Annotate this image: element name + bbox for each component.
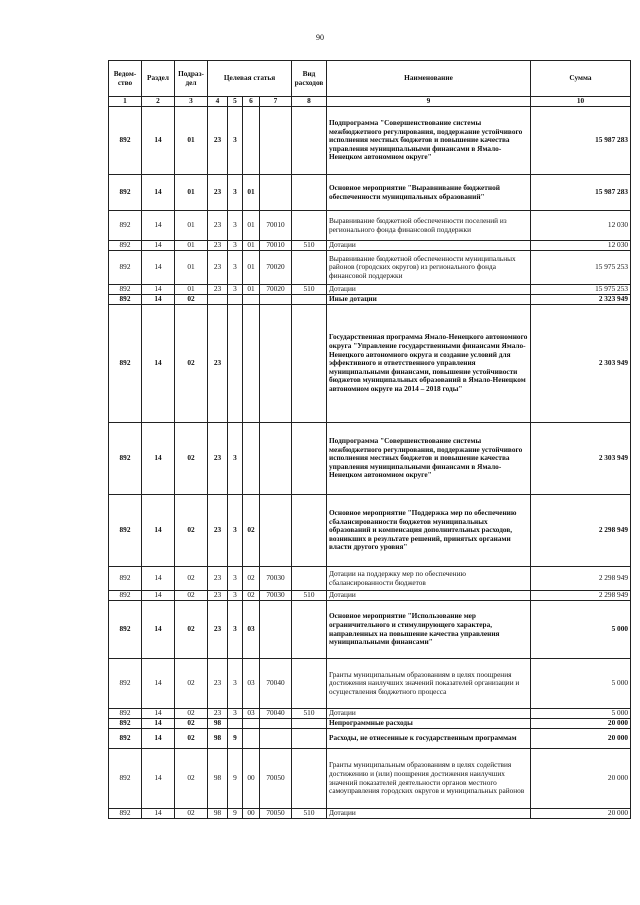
cell-target-program: 98 — [208, 749, 228, 809]
cell-target-event: 01 — [243, 211, 260, 241]
cell-target-direction: 70030 — [260, 591, 292, 601]
table-row — [109, 175, 631, 211]
table-row — [109, 591, 631, 601]
cell-ved: 892 — [109, 285, 142, 295]
cell-ved: 892 — [109, 423, 142, 495]
cell-vid: 510 — [292, 285, 327, 295]
cell-ved: 892 — [109, 175, 142, 211]
cell-sum: 2 303 949 — [531, 305, 631, 423]
cell-target-event — [243, 305, 260, 423]
cell-podrazdel: 02 — [175, 567, 208, 591]
cell-vid — [292, 175, 327, 211]
table-row — [109, 809, 631, 819]
cell-razdel: 14 — [142, 659, 175, 709]
cell-sum: 20 000 — [531, 809, 631, 819]
cell-target-direction — [260, 495, 292, 567]
cell-vid — [292, 211, 327, 241]
cell-vid — [292, 295, 327, 305]
cell-target-subprogram: 9 — [228, 809, 243, 819]
cell-target-subprogram: 3 — [228, 241, 243, 251]
cell-ved: 892 — [109, 567, 142, 591]
table-row — [109, 107, 631, 175]
page-number: 90 — [316, 33, 324, 42]
table-row — [109, 423, 631, 495]
cell-target-subprogram: 9 — [228, 749, 243, 809]
cell-sum: 5 000 — [531, 709, 631, 719]
cell-sum: 20 000 — [531, 749, 631, 809]
cell-name: Непрограммные расходы — [327, 719, 531, 729]
cell-name: Подпрограмма "Совершенствование системы межбюджетного регулирования, поддержание устойчивого исполнения местных бюджетов и повышение качества управления муниципальными финансами в Ямало-Ненецком автономном округе" — [327, 423, 531, 495]
cell-target-program: 23 — [208, 567, 228, 591]
cell-razdel: 14 — [142, 601, 175, 659]
cell-ved: 892 — [109, 809, 142, 819]
cell-podrazdel: 01 — [175, 107, 208, 175]
cell-podrazdel: 02 — [175, 423, 208, 495]
table-row — [109, 567, 631, 591]
cell-podrazdel: 02 — [175, 295, 208, 305]
cell-sum: 15 987 283 — [531, 175, 631, 211]
cell-podrazdel: 02 — [175, 305, 208, 423]
cell-target-direction — [260, 305, 292, 423]
cell-sum: 2 323 949 — [531, 295, 631, 305]
cell-ved: 892 — [109, 591, 142, 601]
cell-name: Основное мероприятие "Выравнивание бюджетной обеспеченности муниципальных образований" — [327, 175, 531, 211]
cell-name: Дотации — [327, 591, 531, 601]
table-row — [109, 211, 631, 241]
cell-vid — [292, 567, 327, 591]
cell-ved: 892 — [109, 495, 142, 567]
cell-razdel: 14 — [142, 107, 175, 175]
cell-name: Иные дотации — [327, 295, 531, 305]
cell-target-direction — [260, 175, 292, 211]
column-number: 1 — [109, 97, 142, 107]
table-row — [109, 285, 631, 295]
cell-sum: 12 030 — [531, 211, 631, 241]
cell-target-program: 23 — [208, 175, 228, 211]
cell-sum: 5 000 — [531, 659, 631, 709]
cell-vid — [292, 305, 327, 423]
cell-target-subprogram — [228, 719, 243, 729]
cell-name: Основное мероприятие "Поддержка мер по обеспечению сбалансированности бюджетов муниципальных образований и компенсация дополнительных расходов, возникших в результате решений, принятых органами власти другого уровня" — [327, 495, 531, 567]
cell-sum: 20 000 — [531, 729, 631, 749]
cell-name: Гранты муниципальным образованиям в целях содействия достижению и (или) поощрения достижения наилучших значений показателей деятельности органов местного самоуправления городских округов и муниципальных районов — [327, 749, 531, 809]
cell-ved: 892 — [109, 251, 142, 285]
cell-target-program: 23 — [208, 591, 228, 601]
cell-vid — [292, 601, 327, 659]
cell-podrazdel: 02 — [175, 719, 208, 729]
cell-podrazdel: 02 — [175, 495, 208, 567]
cell-target-event — [243, 729, 260, 749]
cell-target-subprogram: 9 — [228, 729, 243, 749]
cell-target-program: 98 — [208, 719, 228, 729]
cell-target-event: 02 — [243, 495, 260, 567]
cell-target-program — [208, 295, 228, 305]
cell-name: Гранты муниципальным образованиям в целях поощрения достижения наилучших значений показателей организации и осуществления бюджетного процесса — [327, 659, 531, 709]
cell-target-event: 02 — [243, 591, 260, 601]
cell-target-subprogram: 3 — [228, 495, 243, 567]
cell-vid: 510 — [292, 709, 327, 719]
cell-target-direction: 70040 — [260, 709, 292, 719]
cell-razdel: 14 — [142, 285, 175, 295]
column-number: 8 — [292, 97, 327, 107]
cell-name: Основное мероприятие "Использование мер ограничительного и стимулирующего характера, направленных на повышение качества управления муниципальными финансами" — [327, 601, 531, 659]
cell-vid — [292, 719, 327, 729]
cell-razdel: 14 — [142, 567, 175, 591]
cell-podrazdel: 02 — [175, 659, 208, 709]
cell-sum: 15 975 253 — [531, 285, 631, 295]
table-row — [109, 241, 631, 251]
cell-target-direction: 70020 — [260, 285, 292, 295]
cell-podrazdel: 01 — [175, 175, 208, 211]
column-numbers-row — [109, 97, 631, 107]
cell-target-direction: 70010 — [260, 211, 292, 241]
cell-target-event: 03 — [243, 659, 260, 709]
cell-vid — [292, 729, 327, 749]
cell-podrazdel: 01 — [175, 211, 208, 241]
column-number: 4 — [208, 97, 228, 107]
cell-vid — [292, 495, 327, 567]
table-row — [109, 709, 631, 719]
cell-sum: 2 303 949 — [531, 423, 631, 495]
cell-target-program: 23 — [208, 601, 228, 659]
cell-target-subprogram: 3 — [228, 251, 243, 285]
cell-ved: 892 — [109, 107, 142, 175]
cell-razdel: 14 — [142, 251, 175, 285]
column-number: 3 — [175, 97, 208, 107]
cell-target-subprogram — [228, 305, 243, 423]
cell-razdel: 14 — [142, 175, 175, 211]
cell-target-subprogram: 3 — [228, 423, 243, 495]
cell-target-subprogram: 3 — [228, 567, 243, 591]
cell-target-direction: 70030 — [260, 567, 292, 591]
cell-razdel: 14 — [142, 749, 175, 809]
cell-target-program: 98 — [208, 729, 228, 749]
cell-target-subprogram — [228, 295, 243, 305]
cell-razdel: 14 — [142, 305, 175, 423]
cell-ved: 892 — [109, 709, 142, 719]
cell-name: Расходы, не отнесенные к государственным программам — [327, 729, 531, 749]
cell-target-subprogram: 3 — [228, 709, 243, 719]
cell-target-event: 00 — [243, 809, 260, 819]
cell-razdel: 14 — [142, 591, 175, 601]
cell-target-event: 03 — [243, 601, 260, 659]
cell-target-event: 01 — [243, 285, 260, 295]
cell-name: Дотации — [327, 809, 531, 819]
cell-podrazdel: 02 — [175, 709, 208, 719]
cell-vid — [292, 749, 327, 809]
cell-ved: 892 — [109, 749, 142, 809]
cell-ved: 892 — [109, 729, 142, 749]
cell-podrazdel: 02 — [175, 809, 208, 819]
cell-ved: 892 — [109, 305, 142, 423]
cell-target-event: 00 — [243, 749, 260, 809]
cell-target-subprogram: 3 — [228, 175, 243, 211]
cell-vid — [292, 251, 327, 285]
table-row — [109, 295, 631, 305]
cell-sum: 15 975 253 — [531, 251, 631, 285]
cell-vid: 510 — [292, 809, 327, 819]
cell-name: Выравнивание бюджетной обеспеченности поселений из регионального фонда финансовой поддержки — [327, 211, 531, 241]
cell-target-event: 01 — [243, 251, 260, 285]
cell-target-subprogram: 3 — [228, 107, 243, 175]
cell-podrazdel: 01 — [175, 285, 208, 295]
table-row — [109, 305, 631, 423]
column-number: 5 — [228, 97, 243, 107]
cell-target-event — [243, 107, 260, 175]
header-podrazdel: Подраз-дел — [175, 61, 208, 97]
cell-target-event — [243, 423, 260, 495]
cell-target-program: 23 — [208, 285, 228, 295]
cell-target-program: 23 — [208, 211, 228, 241]
cell-target-event: 02 — [243, 567, 260, 591]
cell-name: Дотации на поддержку мер по обеспечению сбалансированности бюджетов — [327, 567, 531, 591]
cell-vid: 510 — [292, 591, 327, 601]
column-number: 10 — [531, 97, 631, 107]
cell-target-event — [243, 719, 260, 729]
cell-target-direction — [260, 601, 292, 659]
cell-razdel: 14 — [142, 495, 175, 567]
cell-razdel: 14 — [142, 241, 175, 251]
cell-sum: 2 298 949 — [531, 495, 631, 567]
header-vid: Вид расходов — [292, 61, 327, 97]
cell-target-direction — [260, 295, 292, 305]
cell-target-subprogram: 3 — [228, 659, 243, 709]
cell-podrazdel: 02 — [175, 729, 208, 749]
cell-target-event: 03 — [243, 709, 260, 719]
cell-razdel: 14 — [142, 709, 175, 719]
cell-podrazdel: 01 — [175, 251, 208, 285]
cell-vid — [292, 423, 327, 495]
cell-name: Дотации — [327, 709, 531, 719]
cell-target-direction: 70050 — [260, 749, 292, 809]
cell-sum: 2 298 949 — [531, 591, 631, 601]
header-target: Целевая статья — [208, 61, 292, 97]
table-row — [109, 659, 631, 709]
cell-target-program: 98 — [208, 809, 228, 819]
cell-ved: 892 — [109, 295, 142, 305]
cell-target-subprogram: 3 — [228, 601, 243, 659]
cell-target-program: 23 — [208, 241, 228, 251]
cell-podrazdel: 02 — [175, 601, 208, 659]
cell-target-direction: 70010 — [260, 241, 292, 251]
cell-sum: 12 030 — [531, 241, 631, 251]
cell-target-program: 23 — [208, 709, 228, 719]
column-number: 9 — [327, 97, 531, 107]
cell-vid — [292, 107, 327, 175]
cell-razdel: 14 — [142, 295, 175, 305]
table-row — [109, 729, 631, 749]
header-ved: Ведом-ство — [109, 61, 142, 97]
cell-target-program: 23 — [208, 659, 228, 709]
header-sum: Сумма — [531, 61, 631, 97]
cell-target-event — [243, 295, 260, 305]
cell-vid: 510 — [292, 241, 327, 251]
budget-table — [108, 60, 631, 819]
cell-name: Дотации — [327, 241, 531, 251]
cell-razdel: 14 — [142, 729, 175, 749]
cell-name: Государственная программа Ямало-Ненецкого автономного округа "Управление государственными финансами Ямало-Ненецкого автономного округа и создание условий для эффективного и ответственного управления муниципальными финансами, повышение устойчивости бюджетов муниципальных образований в Ямало-Ненецком автономном округе на 2014 – 2018 годы" — [327, 305, 531, 423]
cell-target-program: 23 — [208, 107, 228, 175]
cell-razdel: 14 — [142, 809, 175, 819]
cell-target-subprogram: 3 — [228, 211, 243, 241]
cell-razdel: 14 — [142, 719, 175, 729]
cell-sum: 2 298 949 — [531, 567, 631, 591]
cell-ved: 892 — [109, 659, 142, 709]
cell-razdel: 14 — [142, 423, 175, 495]
header-name: Наименование — [327, 61, 531, 97]
table-row — [109, 251, 631, 285]
cell-target-direction: 70040 — [260, 659, 292, 709]
header-razdel: Раздел — [142, 61, 175, 97]
cell-sum: 5 000 — [531, 601, 631, 659]
cell-ved: 892 — [109, 719, 142, 729]
cell-ved: 892 — [109, 601, 142, 659]
table-body — [109, 107, 631, 819]
cell-sum: 15 987 283 — [531, 107, 631, 175]
table-row — [109, 719, 631, 729]
cell-target-direction — [260, 423, 292, 495]
cell-target-program: 23 — [208, 423, 228, 495]
cell-target-subprogram: 3 — [228, 285, 243, 295]
column-number: 6 — [243, 97, 260, 107]
column-number: 7 — [260, 97, 292, 107]
cell-name: Выравнивание бюджетной обеспеченности муниципальных районов (городских округов) из регионального фонда финансовой поддержки — [327, 251, 531, 285]
cell-sum: 20 000 — [531, 719, 631, 729]
cell-ved: 892 — [109, 211, 142, 241]
cell-target-event: 01 — [243, 175, 260, 211]
cell-name: Дотации — [327, 285, 531, 295]
cell-podrazdel: 02 — [175, 749, 208, 809]
cell-target-event: 01 — [243, 241, 260, 251]
cell-target-program: 23 — [208, 305, 228, 423]
cell-target-direction — [260, 729, 292, 749]
cell-target-program: 23 — [208, 495, 228, 567]
cell-podrazdel: 01 — [175, 241, 208, 251]
table-row — [109, 495, 631, 567]
cell-target-subprogram: 3 — [228, 591, 243, 601]
cell-name: Подпрограмма "Совершенствование системы межбюджетного регулирования, поддержание устойчивого исполнения местных бюджетов и повышение качества управления муниципальными финансами в Ямало-Ненецком автономном округе" — [327, 107, 531, 175]
table-row — [109, 601, 631, 659]
cell-vid — [292, 659, 327, 709]
cell-target-direction: 70020 — [260, 251, 292, 285]
table-row — [109, 749, 631, 809]
cell-target-direction — [260, 719, 292, 729]
cell-target-direction: 70050 — [260, 809, 292, 819]
cell-target-program: 23 — [208, 251, 228, 285]
cell-podrazdel: 02 — [175, 591, 208, 601]
column-number: 2 — [142, 97, 175, 107]
cell-ved: 892 — [109, 241, 142, 251]
cell-razdel: 14 — [142, 211, 175, 241]
cell-target-direction — [260, 107, 292, 175]
